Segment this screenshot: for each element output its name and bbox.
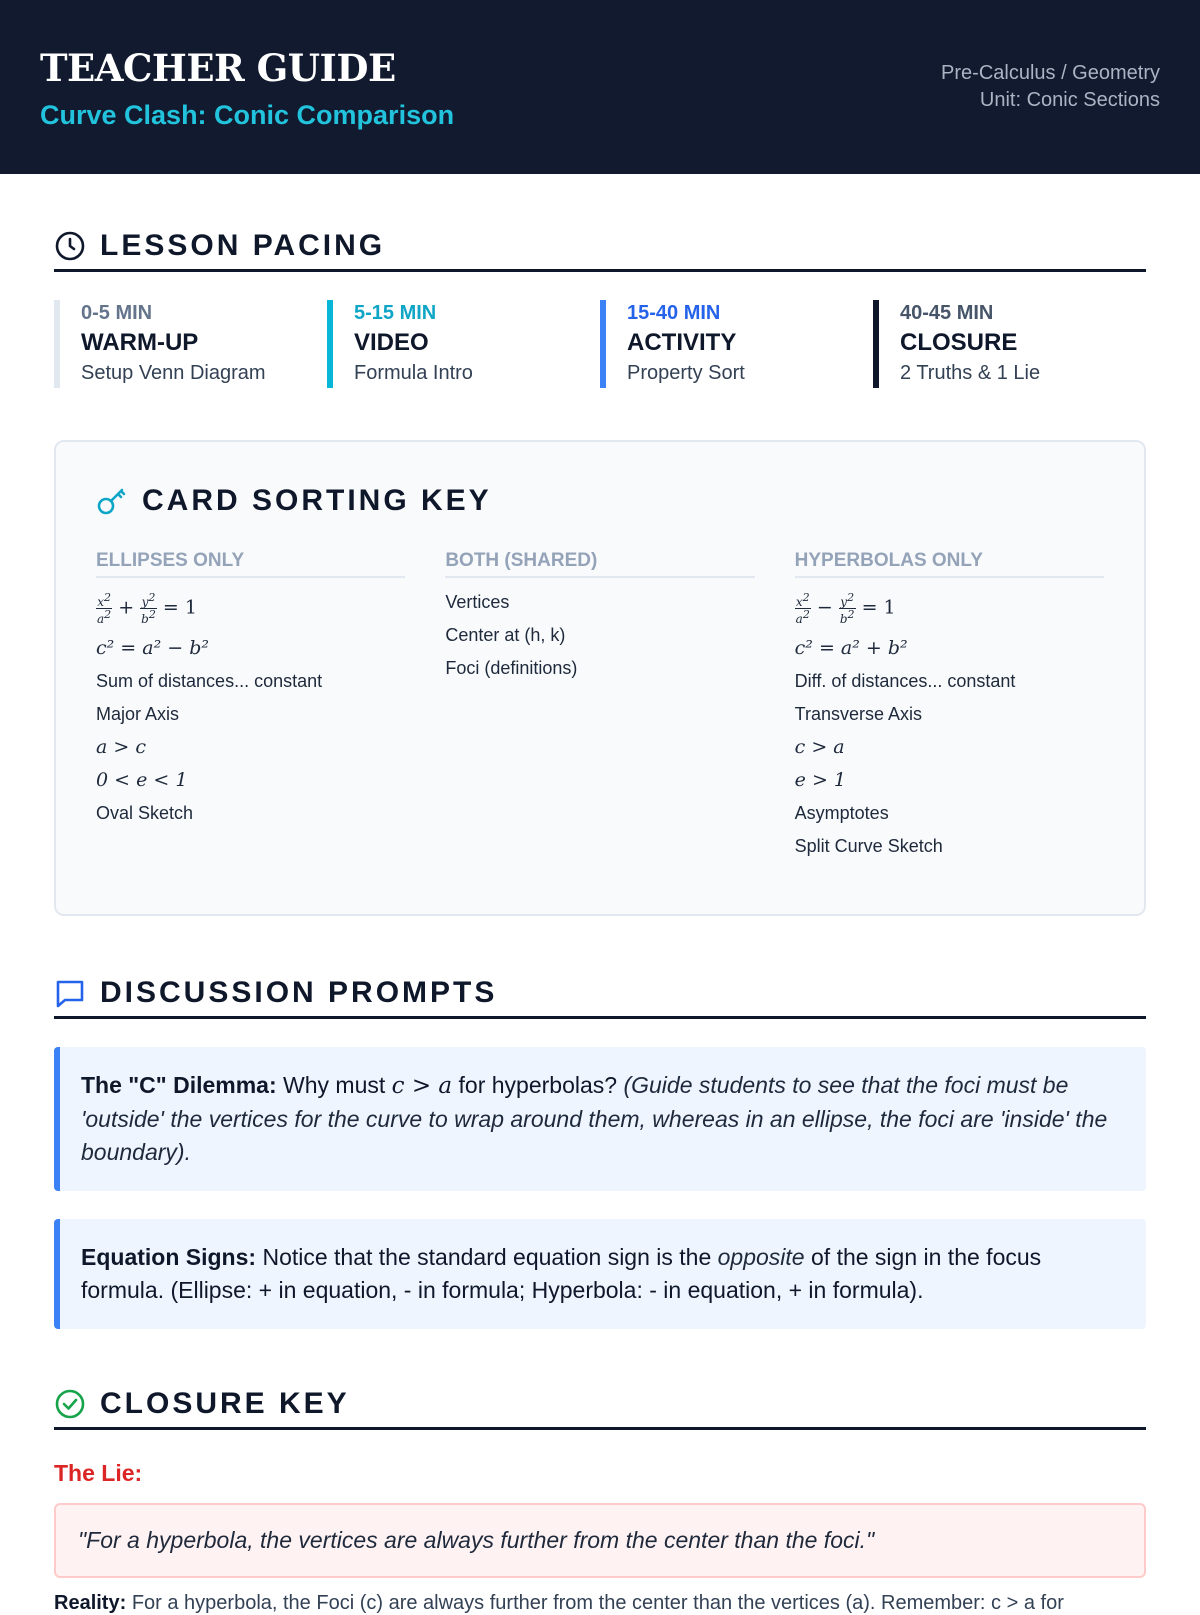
card-sorting-heading bbox=[96, 484, 1104, 518]
chat-bubble-icon bbox=[54, 977, 86, 1009]
list-item: Vertices bbox=[445, 592, 510, 612]
prompt-text: of the sign in the focus formula. (Ellipse: + in equation, - in formula; Hyperbola: - in equation, + in formula). bbox=[81, 1244, 1042, 1303]
hyperbolas-column bbox=[795, 550, 1104, 869]
list-item: e > 1 bbox=[794, 769, 846, 791]
list-item: Split Curve Sketch bbox=[794, 836, 943, 856]
column-title: HYPERBOLAS ONLY bbox=[795, 550, 1104, 578]
pacing-step-activity bbox=[600, 300, 873, 388]
pacing-step-closure bbox=[873, 300, 1146, 388]
section-label: CARD SORTING KEY bbox=[142, 484, 492, 517]
lesson-pacing-heading bbox=[54, 229, 1146, 272]
ellipses-column bbox=[96, 550, 405, 869]
list-item: Sum of distances... constant bbox=[96, 671, 323, 691]
check-circle-icon bbox=[54, 1388, 86, 1420]
lie-statement: "For a hyperbola, the vertices are always further from the center than the foci." bbox=[54, 1503, 1146, 1578]
section-label: DISCUSSION PROMPTS bbox=[100, 976, 498, 1009]
lie-label: The Lie: bbox=[54, 1460, 143, 1486]
key-icon bbox=[96, 485, 128, 517]
prompt-title: The "C" Dilemma: bbox=[81, 1072, 277, 1098]
pacing-name: ACTIVITY bbox=[627, 329, 737, 356]
ellipse-standard-equation: $\frac{x^2}{a^2}$ + $\frac{y^2}{b^2}$ = 1 bbox=[97, 591, 197, 626]
discussion-prompt-c-dilemma bbox=[54, 1047, 1146, 1191]
list-item: Diff. of distances... constant bbox=[794, 671, 1016, 691]
section-label: CLOSURE KEY bbox=[100, 1387, 350, 1420]
pacing-time: 40-45 MIN bbox=[900, 302, 994, 324]
pacing-time: 0-5 MIN bbox=[81, 302, 153, 324]
pacing-timeline bbox=[54, 300, 1146, 388]
list-item: a > c bbox=[96, 736, 146, 758]
pacing-name: CLOSURE bbox=[900, 329, 1018, 356]
list-item: c > a bbox=[794, 736, 845, 758]
clock-icon bbox=[54, 230, 86, 262]
list-item: 0 < e < 1 bbox=[96, 769, 188, 791]
equation-sign: − bbox=[816, 596, 833, 619]
pacing-time: 15-40 MIN bbox=[627, 302, 721, 324]
course-meta bbox=[941, 60, 1160, 114]
prompt-title: Equation Signs: bbox=[81, 1244, 257, 1270]
guide-title: TEACHER GUIDE bbox=[40, 46, 396, 90]
page-header bbox=[0, 0, 1200, 174]
reality-text: For a hyperbola, the Foci (c) are always further from the center than the vertices (a). Remember: c > a for bbox=[131, 1592, 1064, 1614]
hyperbola-focus-formula: c² = a² + b² bbox=[794, 637, 908, 659]
discussion-heading bbox=[54, 976, 1146, 1019]
pacing-name: VIDEO bbox=[354, 329, 429, 356]
column-title: ELLIPSES ONLY bbox=[96, 550, 405, 578]
prompt-math: c > a bbox=[391, 1073, 453, 1099]
prompt-emphasis: opposite bbox=[717, 1244, 805, 1270]
pacing-desc: Property Sort bbox=[627, 362, 745, 384]
prompt-note: (Guide students to see that the foci must be 'outside' the vertices for the curve to wrap around them, whereas in an ellipse, the foci are 'inside' the boundary). bbox=[81, 1072, 1108, 1165]
pacing-name: WARM-UP bbox=[81, 329, 199, 356]
pacing-time: 5-15 MIN bbox=[354, 302, 437, 324]
pacing-desc: 2 Truths & 1 Lie bbox=[900, 362, 1041, 384]
lesson-title: Curve Clash: Conic Comparison bbox=[40, 100, 455, 130]
main-content bbox=[0, 229, 1200, 1615]
section-label: LESSON PACING bbox=[100, 229, 386, 262]
shared-column bbox=[445, 550, 754, 869]
prompt-text: Notice that the standard equation sign is the bbox=[262, 1244, 712, 1270]
course-name: Pre-Calculus / Geometry bbox=[941, 62, 1160, 84]
pacing-desc: Setup Venn Diagram bbox=[81, 362, 266, 384]
pacing-step-video bbox=[327, 300, 600, 388]
list-item: Oval Sketch bbox=[96, 803, 194, 823]
card-sorting-key bbox=[54, 440, 1146, 916]
reality-statement bbox=[54, 1592, 1146, 1615]
list-item: Transverse Axis bbox=[794, 704, 923, 724]
reality-label: Reality: bbox=[54, 1592, 127, 1614]
ellipse-focus-formula: c² = a² − b² bbox=[96, 637, 209, 659]
discussion-prompt-equation-signs bbox=[54, 1219, 1146, 1329]
prompt-text: for hyperbolas? bbox=[458, 1072, 618, 1098]
list-item: Foci (definitions) bbox=[445, 658, 578, 678]
closure-heading bbox=[54, 1387, 1146, 1430]
list-item: Center at (h, k) bbox=[445, 625, 566, 645]
column-title: BOTH (SHARED) bbox=[445, 550, 754, 578]
sorting-columns bbox=[96, 550, 1104, 869]
equation-sign: + bbox=[118, 596, 135, 619]
pacing-desc: Formula Intro bbox=[354, 362, 473, 384]
hyperbola-standard-equation: $\frac{x^2}{a^2}$ − $\frac{y^2}{b^2}$ = 1 bbox=[795, 591, 896, 626]
unit-name: Unit: Conic Sections bbox=[979, 89, 1160, 111]
prompt-text: Why must bbox=[283, 1072, 386, 1098]
pacing-step-warmup bbox=[54, 300, 327, 388]
list-item: Major Axis bbox=[96, 704, 180, 724]
list-item: Asymptotes bbox=[794, 803, 889, 823]
